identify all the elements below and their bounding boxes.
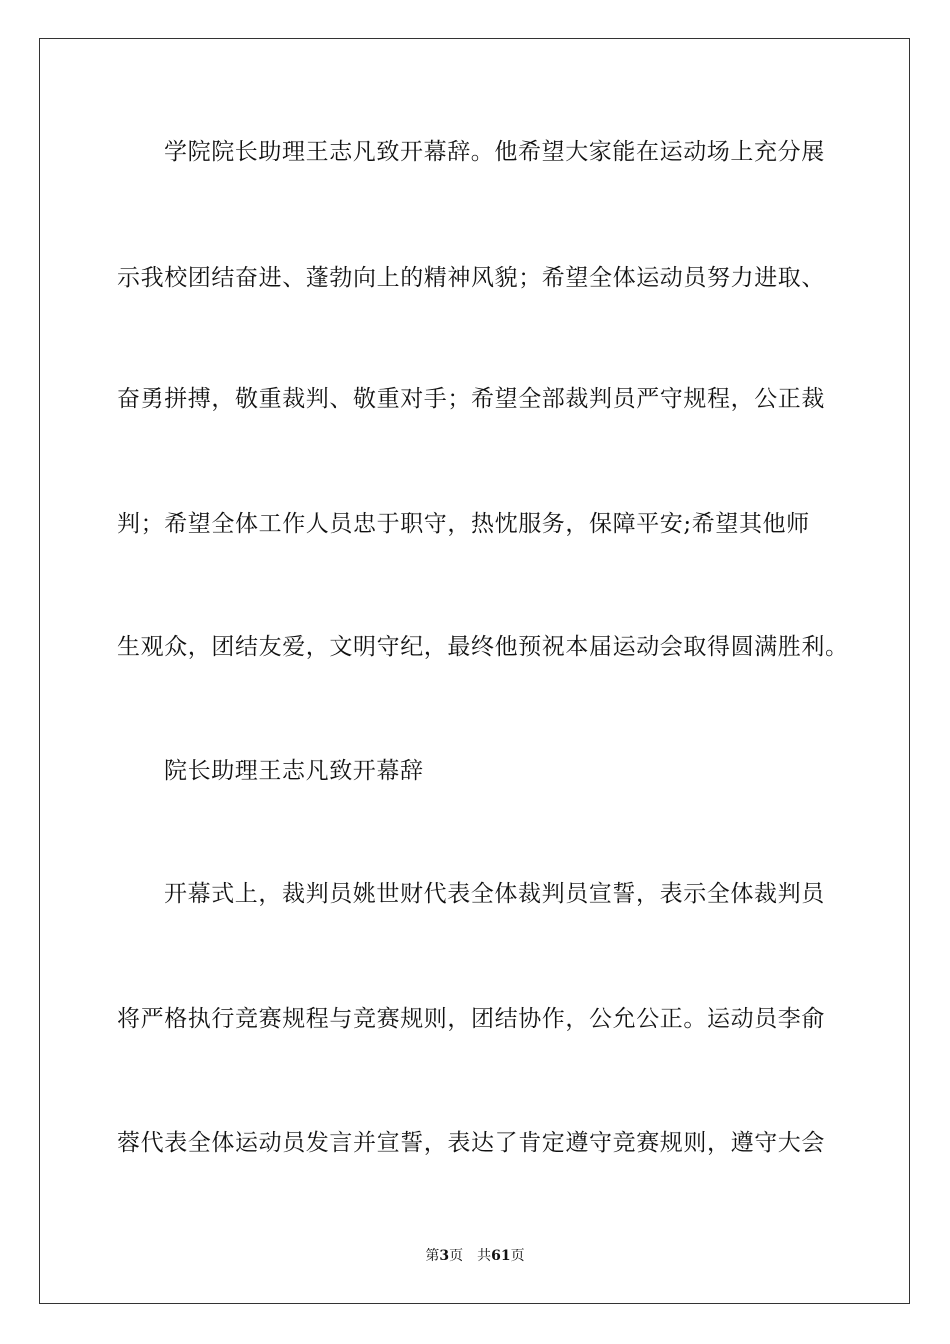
page-suffix: 页 [449, 1248, 464, 1264]
section-heading: 院长助理王志凡致开幕辞 [164, 758, 424, 784]
text-line: 学院院长助理王志凡致开幕辞。他希望大家能在运动场上充分展 [164, 139, 825, 165]
text-line: 生观众，团结友爱，文明守纪，最终他预祝本届运动会取得圆满胜利。 [117, 634, 849, 660]
text-line: 判；希望全体工作人员忠于职守，热忱服务，保障平安;希望其他师 [117, 511, 810, 537]
page-border [39, 38, 910, 1304]
text-line: 蓉代表全体运动员发言并宣誓，表达了肯定遵守竞赛规则，遵守大会 [117, 1130, 825, 1156]
text-line: 开幕式上，裁判员姚世财代表全体裁判员宣誓，表示全体裁判员 [164, 881, 825, 907]
total-prefix: 共 [477, 1248, 492, 1264]
page-prefix: 第 [425, 1248, 440, 1264]
text-line: 将严格执行竞赛规程与竞赛规则，团结协作，公允公正。运动员李俞 [117, 1006, 825, 1032]
total-suffix: 页 [510, 1248, 525, 1264]
text-line: 示我校团结奋进、蓬勃向上的精神风貌；希望全体运动员努力进取、 [117, 265, 825, 291]
page-number: 3 [439, 1248, 450, 1264]
text-line: 奋勇拼搏，敬重裁判、敬重对手；希望全部裁判员严守规程，公正裁 [117, 386, 825, 412]
page-footer [0, 1246, 950, 1266]
total-pages: 61 [491, 1248, 511, 1264]
